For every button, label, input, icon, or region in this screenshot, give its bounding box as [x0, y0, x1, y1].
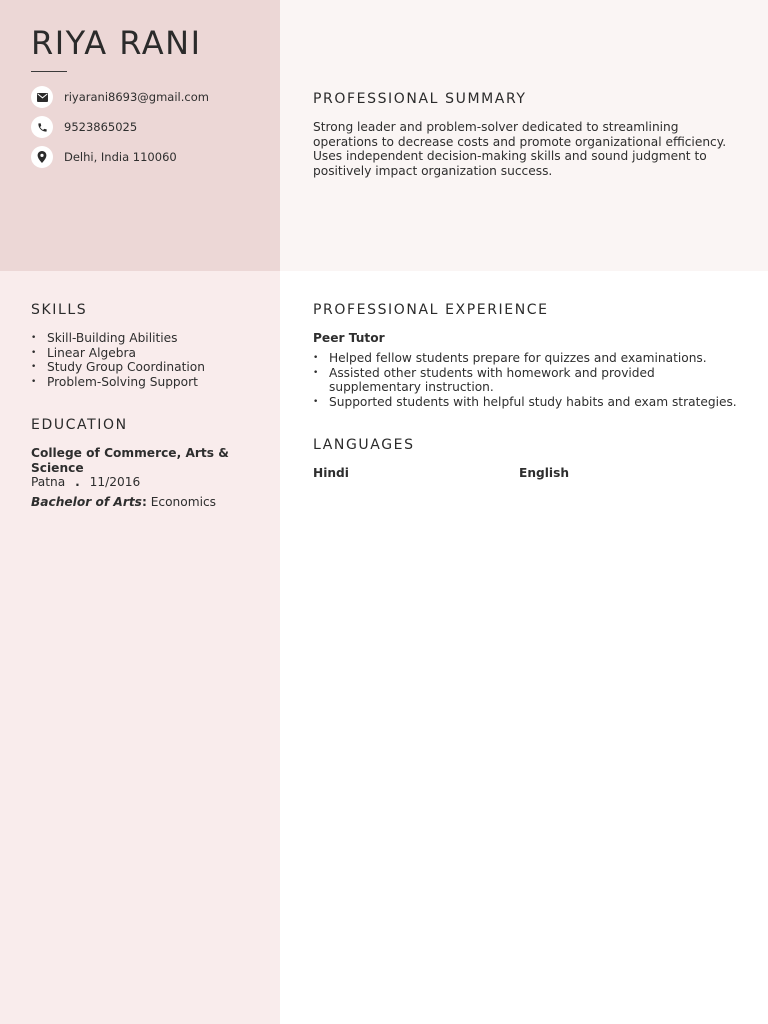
location-pin-icon: [31, 146, 53, 168]
contact-email-text: riyarani8693@gmail.com: [64, 90, 209, 104]
skill-item: • Skill-Building Abilities: [31, 331, 205, 346]
summary-line: Strong leader and problem-solver dedicated to streamlining: [313, 120, 679, 134]
contact-email: [31, 86, 209, 108]
skills-heading: SKILLS: [31, 302, 88, 318]
degree-line: [31, 495, 229, 510]
experience-bullets: [313, 351, 737, 409]
phone-icon: [31, 116, 53, 138]
school-location-date: [31, 475, 229, 490]
skill-item: • Problem-Solving Support: [31, 375, 205, 390]
language-item: Hindi: [313, 466, 349, 480]
experience-bullet: [313, 351, 737, 366]
email-icon: [31, 86, 53, 108]
education-entry: [31, 446, 229, 509]
education-heading: EDUCATION: [31, 417, 128, 433]
name-divider: [31, 71, 67, 72]
experience-bullet-line: • Assisted other students with homework and provided: [329, 365, 655, 380]
degree-field: Economics: [150, 494, 217, 509]
experience-bullet-line: supplementary instruction.: [329, 380, 494, 394]
skills-list: [31, 331, 205, 389]
school-location: Patna: [31, 475, 66, 489]
summary-text: [313, 120, 726, 178]
experience-bullet: [313, 366, 737, 395]
date-separator: .: [75, 475, 80, 489]
summary-heading: PROFESSIONAL SUMMARY: [313, 91, 527, 107]
school-name-line: College of Commerce, Arts &: [31, 446, 229, 460]
graduation-date: 11/2016: [89, 475, 141, 489]
experience-heading: PROFESSIONAL EXPERIENCE: [313, 302, 549, 318]
summary-line: operations to decrease costs and promote organizational efficiency.: [313, 134, 727, 149]
experience-bullet-line: • Supported students with helpful study habits and exam strategies.: [329, 394, 737, 409]
degree-colon: :: [141, 494, 147, 509]
contact-location-text: Delhi, India 110060: [64, 150, 177, 164]
contact-phone-text: 9523865025: [64, 120, 138, 134]
job-title: Peer Tutor: [313, 331, 385, 345]
school-name-line: Science: [31, 460, 84, 475]
language-item: English: [519, 466, 570, 480]
summary-line: Uses independent decision-making skills and sound judgment to: [313, 149, 707, 163]
experience-bullet: [313, 395, 737, 410]
contact-location: [31, 146, 177, 168]
degree-name: Bachelor of Arts: [31, 494, 142, 509]
languages-heading: LANGUAGES: [313, 437, 415, 453]
skill-item: • Linear Algebra: [31, 346, 205, 361]
summary-line: positively impact organization success.: [313, 163, 553, 178]
skill-item: • Study Group Coordination: [31, 360, 205, 375]
experience-bullet-line: • Helped fellow students prepare for quizzes and examinations.: [329, 351, 707, 365]
contact-phone: [31, 116, 137, 138]
candidate-name: RIYA RANI: [31, 24, 202, 62]
